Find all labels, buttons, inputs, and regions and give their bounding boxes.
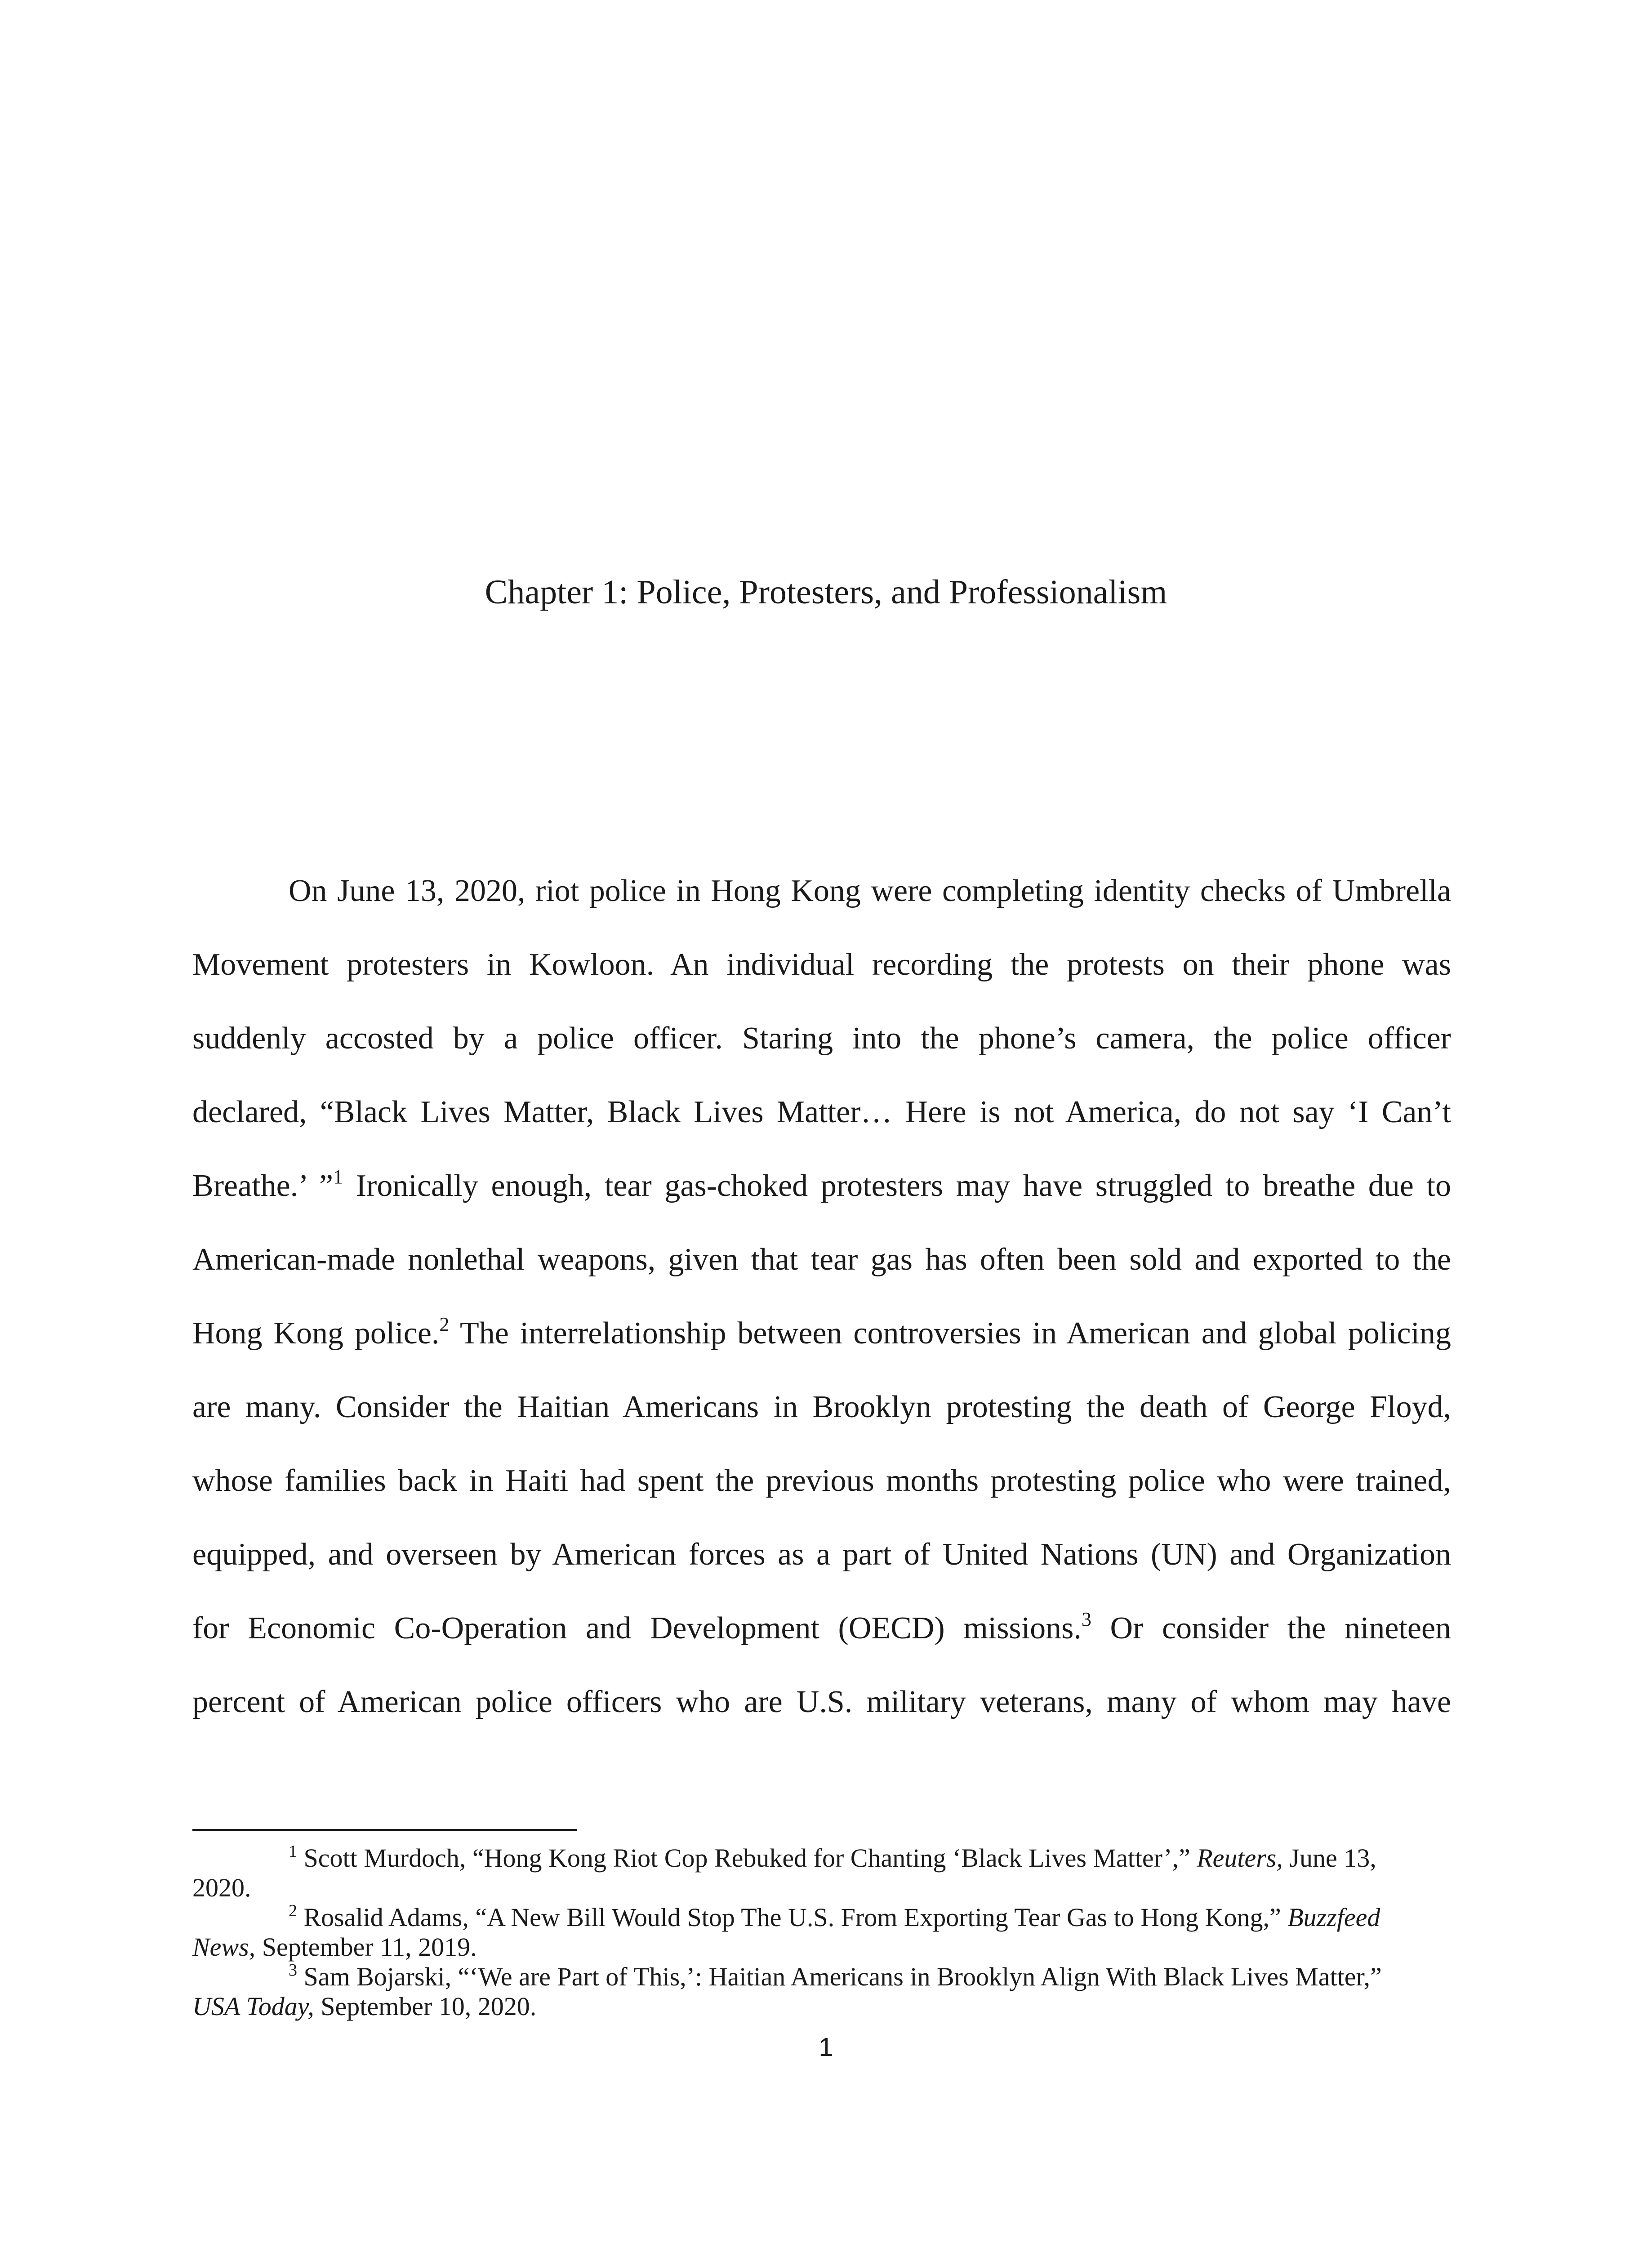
body-line-text: Ironically enough, tear gas-choked protesters may have struggled to breathe due to xyxy=(356,1169,1452,1203)
body-line xyxy=(192,1370,1451,1444)
body-line-text: whose families back in Haiti had spent the previous months protesting police who were trained, xyxy=(192,1463,1451,1498)
body-line-text xyxy=(192,1149,1451,1223)
footnote-mark: 1 xyxy=(289,1842,297,1861)
body-line xyxy=(192,1002,1451,1075)
footnote-text: June 13, xyxy=(1282,1843,1376,1873)
body-line-text: equipped, and overseen by American forces as a part of United Nations (UN) and Organization xyxy=(192,1537,1451,1572)
footnotes xyxy=(192,1843,1451,2021)
body-line-text xyxy=(192,1592,1451,1665)
footnote-source: USA Today, xyxy=(192,1992,314,2021)
footnote-2-line2 xyxy=(192,1932,1451,1962)
footnote-ref-3: 3 xyxy=(1081,1608,1091,1630)
body-line-text: On June 13, 2020, riot police in Hong Kong were completing identity checks of Umbrella xyxy=(289,874,1451,908)
footnote-text: September 11, 2019. xyxy=(255,1932,477,1962)
footnote-3 xyxy=(192,1962,1451,1992)
footnote-ref-2: 2 xyxy=(439,1313,450,1335)
footnote-2 xyxy=(192,1903,1451,1932)
body-line xyxy=(192,1297,1451,1370)
body-line xyxy=(192,1665,1451,1739)
footnote-1-line2: 2020. xyxy=(192,1873,251,1902)
footnote-1 xyxy=(192,1843,1451,1873)
body-line-text: suddenly accosted by a police officer. Staring into the phone’s camera, the police officer xyxy=(192,1021,1451,1056)
body-line xyxy=(192,1075,1451,1149)
body-line xyxy=(192,1592,1451,1665)
chapter-title: Chapter 1: Police, Protesters, and Professionalism xyxy=(485,573,1167,611)
body-line xyxy=(192,1149,1451,1223)
footnote-3-line2 xyxy=(192,1992,1451,2021)
page-number: 1 xyxy=(819,2033,833,2062)
footnote-ref-1: 1 xyxy=(333,1166,343,1188)
quote-end-text: Breathe.’ ” xyxy=(192,1169,334,1203)
body-line-text: The interrelationship between controversies in American and global policing xyxy=(460,1316,1451,1351)
footnote-text: Rosalid Adams, “A New Bill Would Stop The U.S. From Exporting Tear Gas to Hong Kong,” xyxy=(303,1903,1288,1932)
body-line xyxy=(192,1223,1451,1297)
body-line-text xyxy=(192,1297,1451,1370)
body-line xyxy=(192,1518,1451,1592)
body-line xyxy=(192,1444,1451,1518)
footnote-separator xyxy=(192,1829,577,1831)
body-line-text: are many. Consider the Haitian Americans in Brooklyn protesting the death of George Floyd, xyxy=(192,1390,1451,1424)
footnote-source: Buzzfeed xyxy=(1287,1903,1380,1932)
footnote-text: Scott Murdoch, “Hong Kong Riot Cop Rebuked for Chanting ‘Black Lives Matter’,” xyxy=(303,1843,1197,1873)
body-line-text: American-made nonlethal weapons, given that tear gas has often been sold and exported to the xyxy=(192,1242,1451,1277)
body-line-text: percent of American police officers who are U.S. military veterans, many of whom may have xyxy=(192,1685,1451,1719)
footnote-mark: 2 xyxy=(289,1901,297,1920)
footnote-text: September 10, 2020. xyxy=(314,1992,537,2021)
footnote-source: Reuters, xyxy=(1197,1843,1283,1873)
footnote-text: Sam Bojarski, “‘We are Part of This,’: Haitian Americans in Brooklyn Align With Black Lives Matter,” xyxy=(303,1962,1382,1991)
body-line-text: for Economic Co-Operation and Development (OECD) missions. xyxy=(192,1611,1082,1646)
body-line-text: declared, “Black Lives Matter, Black Lives Matter… Here is not America, do not say ‘I Can’t xyxy=(192,1095,1451,1129)
footnote-source: News, xyxy=(192,1932,256,1962)
body-line xyxy=(192,854,1451,928)
body-line-text: Or consider the nineteen xyxy=(1110,1611,1452,1646)
body-line-text: Hong Kong police. xyxy=(192,1316,440,1351)
body-paragraph xyxy=(192,854,1451,1739)
footnote-mark: 3 xyxy=(289,1961,297,1980)
body-line xyxy=(192,928,1451,1002)
body-line-text: Movement protesters in Kowloon. An individual recording the protests on their phone was xyxy=(192,947,1451,982)
